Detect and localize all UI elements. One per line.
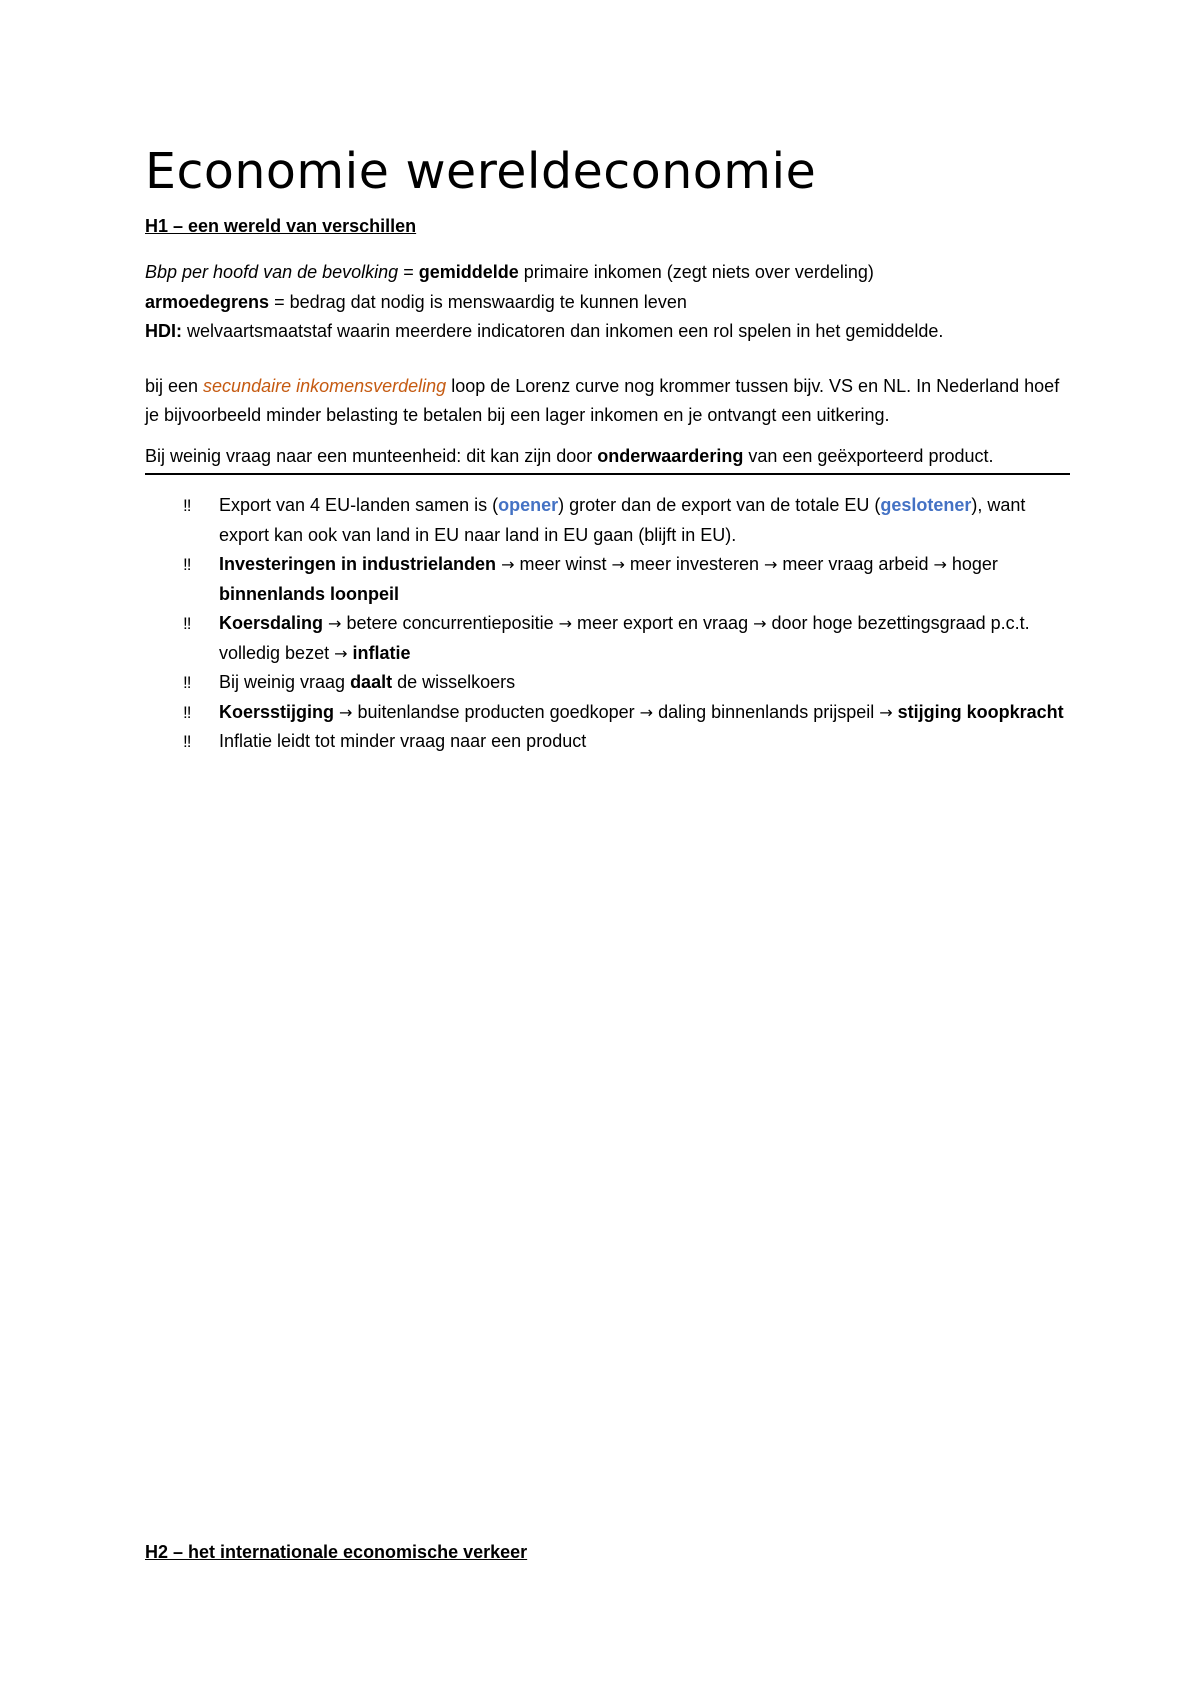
bullet1-blue2: geslotener [880,495,972,515]
bullet3-bold1: Koersdaling [219,613,324,633]
bullet1-text2: ) groter dan de export van de totale EU ( [558,495,881,515]
arrow-right-icon: → [558,614,572,633]
arrow-right-icon: → [339,702,353,722]
bullet5-text2: daling binnenlands prijspeil [653,701,880,722]
list-item [145,668,1070,698]
section-heading-h1: H1 – een wereld van verschillen [145,216,417,236]
list-item [145,727,1070,757]
bullet2-text1: meer winst [514,554,612,574]
paragraph-lorenz-highlight: secundaire inkomensverdeling [203,375,447,396]
arrow-right-icon: → [334,643,348,663]
definition-bbp [145,258,1070,288]
arrow-right-icon: → [763,555,778,574]
definition-hdi-rest: welvaartsmaatstaf waarin meerdere indicatoren dan inkomen een rol spelen in het gemiddelde. [182,321,944,341]
bullet3-bold2: inflatie [352,642,411,663]
bullet5-bold2: stijging koopkracht [897,701,1064,722]
paragraph-lorenz-after: loop de Lorenz curve nog krommer tussen bijv. VS en NL. In Nederland hoef je bijvoorbeeld minder belasting te betalen bij een lager inkomen en je ontvangt een uitkering. [145,375,1060,425]
list-item [145,609,1070,668]
definition-armoedegrens-term: armoedegrens [145,291,270,312]
paragraph-lorenz [145,372,1070,431]
bullet6-text1: Inflatie leidt tot minder vraag naar een product [219,731,587,751]
paragraph-munteenheid-after: van een geëxporteerd product. [743,445,994,466]
bullet2-text2: meer investeren [624,554,764,574]
arrow-right-icon: → [639,702,654,722]
definition-armoedegrens-rest: = bedrag dat nodig is menswaardig te kunnen leven [269,291,687,312]
bullet2-text4: hoger [946,554,998,574]
arrow-right-icon: → [611,555,625,574]
bullet3-text3: door hoge bezettingsgraad p.c.t. volledig bezet [219,613,1030,663]
paragraph-munteenheid-before: Bij weinig vraag naar een munteenheid: dit kan zijn door [145,445,598,466]
definition-bbp-term: Bbp per hoofd van de bevolking [145,262,399,282]
bullet3-text2: meer export en vraag [571,613,754,633]
list-item [145,698,1070,728]
bullet1-text3: ), want export kan ook van land in EU naar land in EU gaan (blijft in EU). [219,495,1026,545]
bullet3-text1: betere concurrentiepositie [341,613,559,633]
arrow-right-icon: → [879,702,893,722]
arrow-right-icon: → [328,614,342,633]
bullet2-text3: meer vraag arbeid [777,554,934,574]
bullet2-bold2: binnenlands loonpeil [219,583,399,604]
bullet-list [145,491,1070,757]
paragraph-lorenz-before: bij een [145,375,204,396]
double-exclamation-icon: ‼ [183,673,192,692]
double-exclamation-icon: ‼ [183,614,192,633]
list-item [145,491,1070,550]
arrow-right-icon: → [753,614,767,633]
double-exclamation-icon: ‼ [183,702,192,722]
section-heading-h2: H2 – het internationale economische verkeer [145,1542,528,1562]
bullet4-bold1: daalt [350,672,393,692]
double-exclamation-icon: ‼ [183,496,192,515]
paragraph-munteenheid [145,442,1070,476]
bullet5-text1: buitenlandse producten goedkoper [352,701,640,722]
bullet5-bold1: Koersstijging [219,701,335,722]
bullet4-text2: de wisselkoers [392,672,516,692]
bullet4-text1: Bij weinig vraag [219,672,351,692]
definition-bbp-equals: = [398,262,419,282]
definitions-block [145,258,1070,347]
list-item [145,550,1070,609]
arrow-right-icon: → [933,555,947,574]
bullet2-bold1: Investeringen in industrielanden [219,554,497,574]
arrow-right-icon: → [501,555,515,574]
paragraph-munteenheid-bold: onderwaardering [597,445,744,466]
definition-bbp-rest: primaire inkomen (zegt niets over verdeling) [518,262,874,282]
bullet1-text1: Export van 4 EU-landen samen is ( [219,495,499,515]
document-content [145,142,1070,757]
definition-bbp-bold: gemiddelde [418,262,519,282]
double-exclamation-icon: ‼ [183,732,192,751]
definition-hdi [145,317,1070,347]
double-exclamation-icon: ‼ [183,555,192,574]
definition-armoedegrens [145,288,1070,318]
document-title: Economie wereldeconomie [145,143,817,200]
definition-hdi-term: HDI: [145,321,182,341]
bullet1-blue1: opener [498,495,559,515]
